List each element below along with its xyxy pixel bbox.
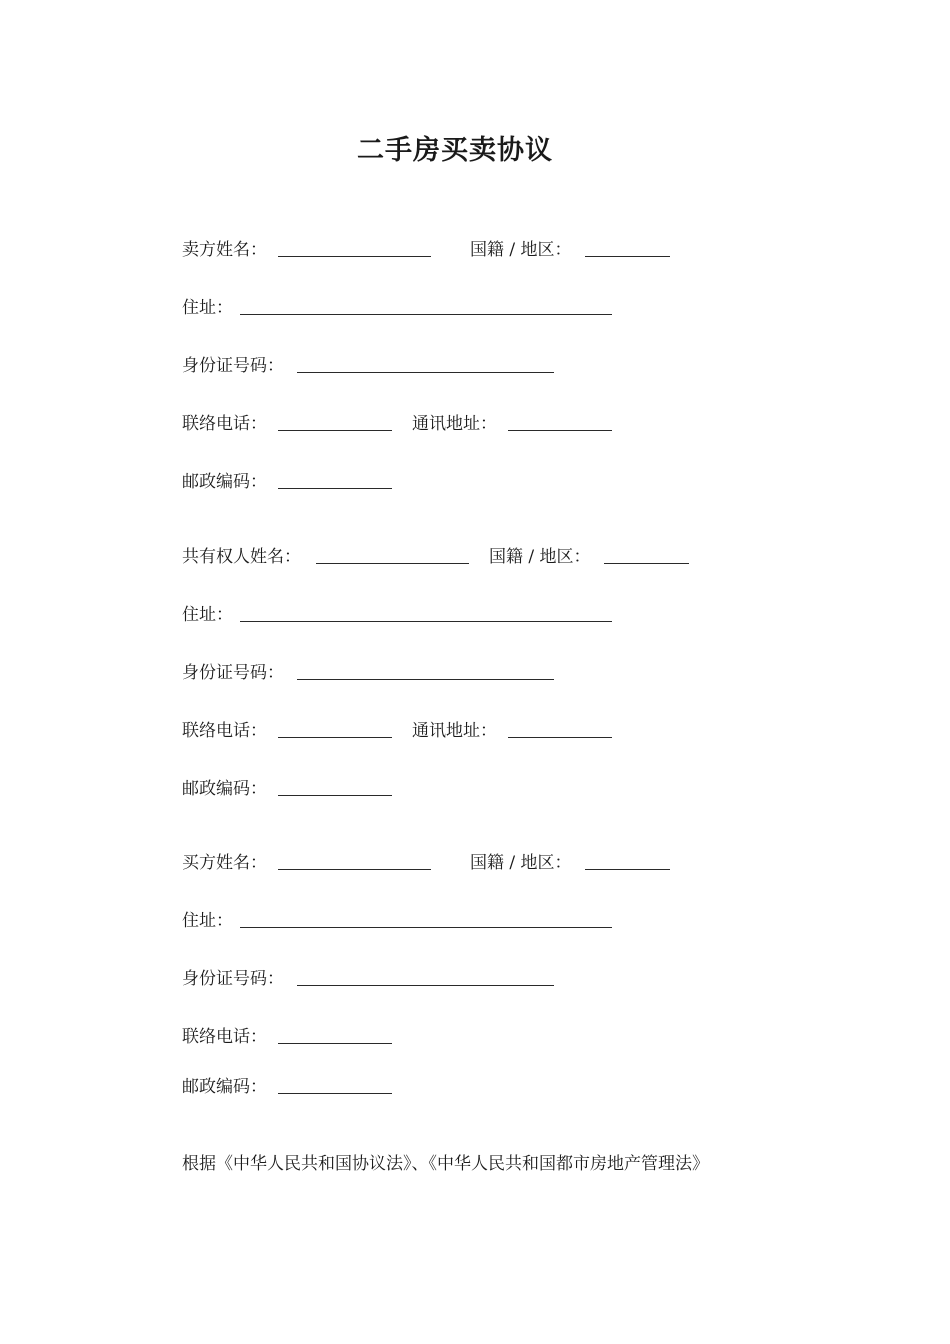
buyer-phone-blank[interactable]	[278, 1043, 392, 1044]
co-owner-address-label: 住址：	[182, 605, 233, 625]
document-title: 二手房买卖协议	[357, 135, 553, 166]
seller-phone-label: 联络电话：	[182, 414, 267, 434]
buyer-name-label: 买方姓名：	[182, 853, 267, 873]
seller-nationality-label: 国籍 / 地区：	[470, 240, 572, 260]
buyer-nationality-blank[interactable]	[585, 869, 670, 870]
seller-id-blank[interactable]	[297, 372, 554, 373]
co-owner-name-label: 共有权人姓名：	[182, 547, 301, 567]
seller-name-blank[interactable]	[278, 256, 431, 257]
seller-address-label: 住址：	[182, 298, 233, 318]
co-owner-nationality-label: 国籍 / 地区：	[489, 547, 591, 567]
buyer-address-label: 住址：	[182, 911, 233, 931]
seller-mail-address-label: 通讯地址：	[412, 414, 497, 434]
buyer-id-blank[interactable]	[297, 985, 554, 986]
seller-postcode-label: 邮政编码：	[182, 472, 267, 492]
seller-postcode-blank[interactable]	[278, 488, 392, 489]
co-owner-address-blank[interactable]	[240, 621, 612, 622]
co-owner-phone-blank[interactable]	[278, 737, 392, 738]
buyer-nationality-label: 国籍 / 地区：	[470, 853, 572, 873]
buyer-address-blank[interactable]	[240, 927, 612, 928]
co-owner-id-blank[interactable]	[297, 679, 554, 680]
co-owner-postcode-label: 邮政编码：	[182, 779, 267, 799]
seller-phone-blank[interactable]	[278, 430, 392, 431]
seller-address-blank[interactable]	[240, 314, 612, 315]
seller-name-label: 卖方姓名：	[182, 240, 267, 260]
buyer-id-label: 身份证号码：	[182, 969, 284, 989]
co-owner-name-blank[interactable]	[316, 563, 469, 564]
legal-basis-paragraph: 根据《中华人民共和国协议法》、《中华人民共和国都市房地产管理法》	[182, 1154, 709, 1174]
seller-id-label: 身份证号码：	[182, 356, 284, 376]
buyer-postcode-label: 邮政编码：	[182, 1077, 267, 1097]
buyer-postcode-blank[interactable]	[278, 1093, 392, 1094]
co-owner-mail-address-label: 通讯地址：	[412, 721, 497, 741]
co-owner-mail-address-blank[interactable]	[508, 737, 612, 738]
buyer-name-blank[interactable]	[278, 869, 431, 870]
buyer-phone-label: 联络电话：	[182, 1027, 267, 1047]
co-owner-id-label: 身份证号码：	[182, 663, 284, 683]
co-owner-postcode-blank[interactable]	[278, 795, 392, 796]
co-owner-nationality-blank[interactable]	[604, 563, 689, 564]
seller-nationality-blank[interactable]	[585, 256, 670, 257]
co-owner-phone-label: 联络电话：	[182, 721, 267, 741]
seller-mail-address-blank[interactable]	[508, 430, 612, 431]
